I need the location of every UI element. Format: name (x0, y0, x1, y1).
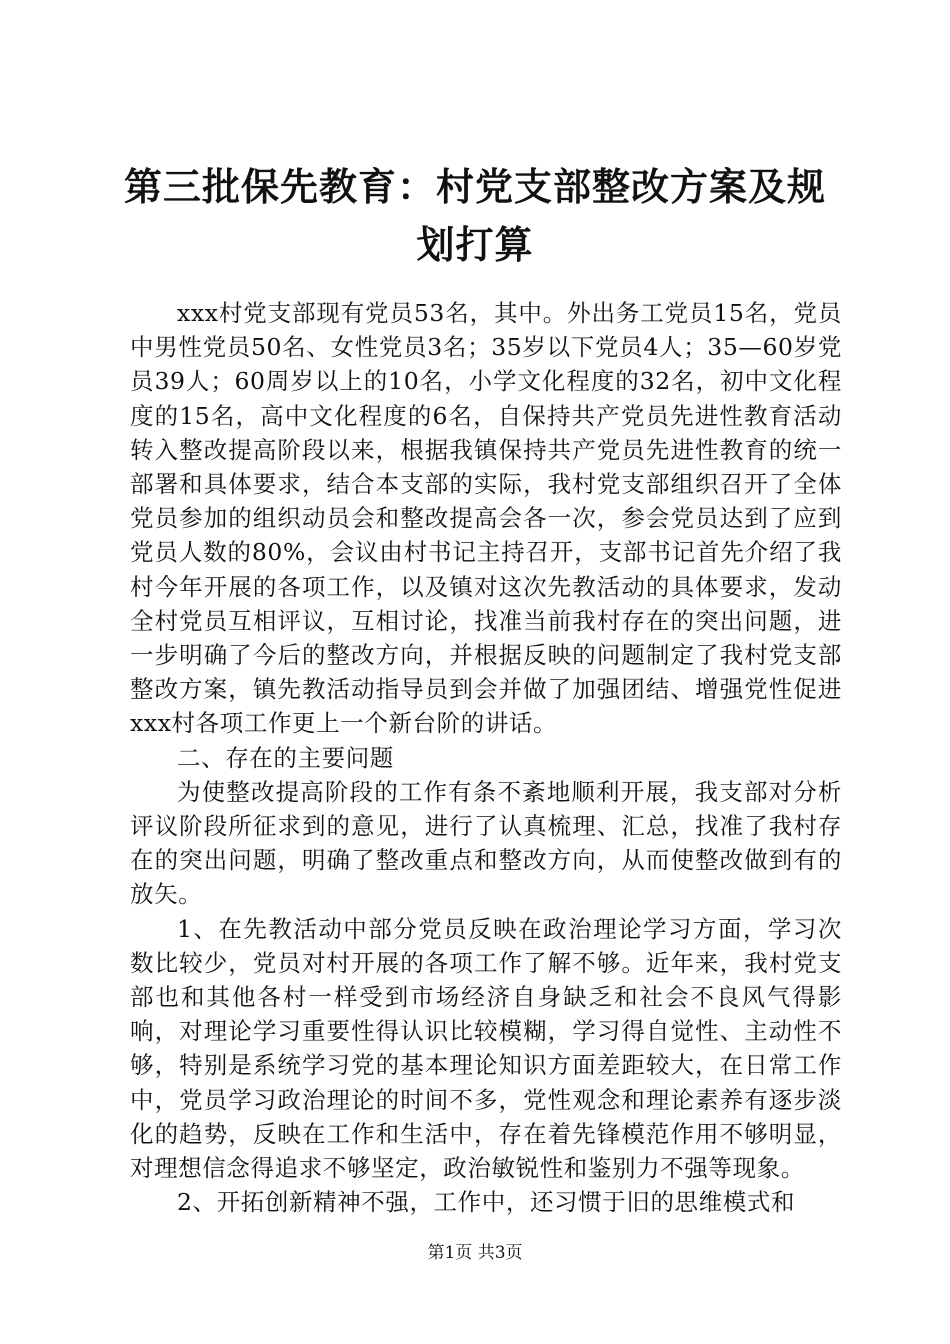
paragraph-item-2: 2、开拓创新精神不强，工作中，还习惯于旧的思维模式和 (177, 1188, 796, 1217)
page-number-footer: 第1页 共3页 (427, 1243, 523, 1263)
paragraph-intro: xxx村党支部现有党员53名，其中。外出务工党员15名，党员中男性党员50名、女性党员3名；35岁以下党员4人；35—60岁党员39人；60周岁以上的10名，小学文化程度的32名，初中文化程度的15名，高中文化程度的6名，自保持共产党员先进性教育活动转入整改提高阶段以来，根据我镇保持共产党员先进性教育的统一部署和具体要求，结合本支部的实际，我村党支部组织召开了全体党员参加的组织动员会和整改提高会各一次，参会党员达到了应到党员人数的80%，会议由村书记主持召开，支部书记首先介绍了我村今年开展的各项工作，以及镇对这次先教活动的具体要求，发动全村党员互相评议，互相讨论，找准当前我村存在的突出问题，进一步明确了今后的整改方向，并根据反映的问题制定了我村党支部整改方案，镇先教活动指导员到会并做了加强团结、增强党性促进xxx村各项工作更上一个新台阶的讲话。 (130, 299, 842, 738)
document-title: 第三批保先教育：村党支部整改方案及规划打算 (123, 165, 826, 267)
document-body (130, 296, 842, 1219)
paragraph-rectification: 为使整改提高阶段的工作有条不紊地顺利开展，我支部对分析评议阶段所征求到的意见，进行了认真梳理、汇总，找准了我村存在的突出问题，明确了整改重点和整改方向，从而使整改做到有的放矢。 (130, 777, 842, 909)
section-heading-problems: 二、存在的主要问题 (177, 743, 394, 772)
paragraph-item-1: 1、在先教活动中部分党员反映在政治理论学习方面，学习次数比较少，党员对村开展的各项工作了解不够。近年来，我村党支部也和其他各村一样受到市场经济自身缺乏和社会不良风气得影响，对理论学习重要性得认识比较模糊，学习得自觉性、主动性不够，特别是系统学习党的基本理论知识方面差距较大，在日常工作中，党员学习政治理论的时间不多，党性观念和理论素养有逐步淡化的趋势，反映在工作和生活中，存在着先锋模范作用不够明显，对理想信念得追求不够坚定，政治敏锐性和鉴别力不强等现象。 (130, 914, 842, 1183)
